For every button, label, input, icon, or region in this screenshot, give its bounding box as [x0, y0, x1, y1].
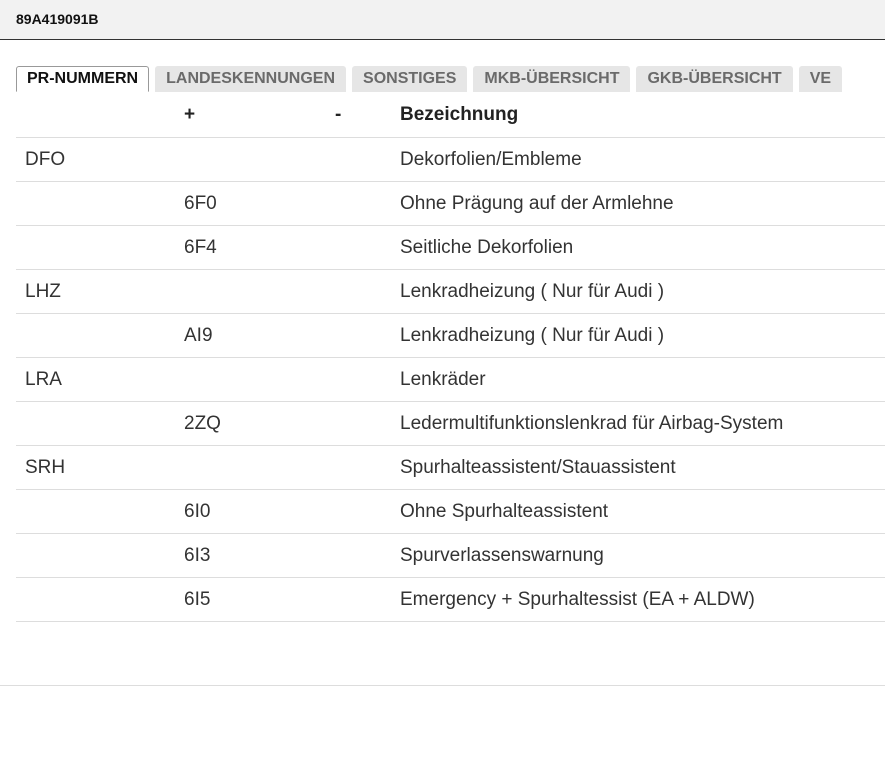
pr-numbers-table-container	[16, 92, 885, 622]
cell-description: Ohne Prägung auf der Armlehne	[400, 181, 885, 225]
cell-minus	[335, 269, 400, 313]
cell-minus	[335, 533, 400, 577]
table-header-row	[16, 92, 885, 137]
tab-bar	[16, 66, 885, 92]
cell-minus	[335, 489, 400, 533]
part-number-title: 89A419091B	[16, 11, 99, 27]
cell-plus	[184, 269, 335, 313]
cell-description: Lenkradheizung ( Nur für Audi )	[400, 313, 885, 357]
cell-plus: 6F4	[184, 225, 335, 269]
pr-numbers-table	[16, 92, 885, 622]
table-row	[16, 269, 885, 313]
cell-description: Seitliche Dekorfolien	[400, 225, 885, 269]
cell-minus	[335, 357, 400, 401]
cell-minus	[335, 225, 400, 269]
table-row	[16, 181, 885, 225]
tab-gkb-uebersicht[interactable]: GKB-ÜBERSICHT	[636, 66, 792, 92]
table-row	[16, 137, 885, 181]
cell-plus	[184, 137, 335, 181]
cell-plus: 6I3	[184, 533, 335, 577]
table-row	[16, 313, 885, 357]
cell-minus	[335, 577, 400, 621]
cell-plus	[184, 445, 335, 489]
cell-minus	[335, 137, 400, 181]
header-bar	[0, 0, 885, 40]
cell-group: LHZ	[16, 269, 184, 313]
cell-description: Lenkräder	[400, 357, 885, 401]
cell-group: LRA	[16, 357, 184, 401]
table-row	[16, 401, 885, 445]
tab-landeskennungen[interactable]: LANDESKENNUNGEN	[155, 66, 346, 92]
cell-minus	[335, 401, 400, 445]
cell-group	[16, 533, 184, 577]
cell-description: Ohne Spurhalteassistent	[400, 489, 885, 533]
table-row	[16, 357, 885, 401]
tab-ve[interactable]: VE	[799, 66, 842, 92]
cell-description: Emergency + Spurhaltessist (EA + ALDW)	[400, 577, 885, 621]
cell-plus: AI9	[184, 313, 335, 357]
cell-plus: 6F0	[184, 181, 335, 225]
table-row	[16, 533, 885, 577]
table-body	[16, 137, 885, 621]
divider	[0, 685, 885, 686]
cell-description: Lenkradheizung ( Nur für Audi )	[400, 269, 885, 313]
cell-group: SRH	[16, 445, 184, 489]
cell-plus: 6I5	[184, 577, 335, 621]
table-row	[16, 577, 885, 621]
column-header-minus: -	[335, 92, 400, 137]
cell-plus: 2ZQ	[184, 401, 335, 445]
cell-group	[16, 225, 184, 269]
cell-description: Spurhalteassistent/Stauassistent	[400, 445, 885, 489]
cell-group	[16, 577, 184, 621]
cell-plus: 6I0	[184, 489, 335, 533]
table-row	[16, 445, 885, 489]
table-row	[16, 225, 885, 269]
column-header-description: Bezeichnung	[400, 92, 885, 137]
cell-description: Dekorfolien/Embleme	[400, 137, 885, 181]
table-row	[16, 489, 885, 533]
tab-mkb-uebersicht[interactable]: MKB-ÜBERSICHT	[473, 66, 630, 92]
cell-group	[16, 313, 184, 357]
cell-minus	[335, 445, 400, 489]
cell-description: Spurverlassenswarnung	[400, 533, 885, 577]
tab-sonstiges[interactable]: SONSTIGES	[352, 66, 467, 92]
tab-pr-nummern[interactable]: PR-NUMMERN	[16, 66, 149, 92]
cell-group	[16, 181, 184, 225]
cell-minus	[335, 313, 400, 357]
cell-group: DFO	[16, 137, 184, 181]
column-header-group	[16, 92, 184, 137]
cell-plus	[184, 357, 335, 401]
cell-minus	[335, 181, 400, 225]
column-header-plus: +	[184, 92, 335, 137]
cell-group	[16, 489, 184, 533]
cell-description: Ledermultifunktionslenkrad für Airbag-System	[400, 401, 885, 445]
cell-group	[16, 401, 184, 445]
